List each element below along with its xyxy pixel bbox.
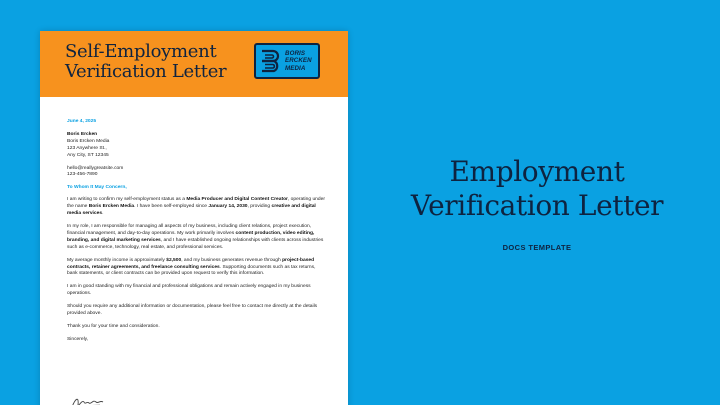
document-body (67, 119, 325, 344)
paragraph-text: I am writing to confirm my self-employment status as a (67, 197, 187, 203)
letter-date: June 4, 2025 (67, 119, 97, 124)
letter-paragraph (67, 304, 325, 318)
paragraph-text: My average monthly income is approximately (67, 257, 167, 263)
company-logo (254, 43, 320, 79)
logo-line3: MEDIA (285, 64, 306, 72)
document-preview (40, 31, 348, 405)
paragraph-text: In my role, I am responsible for managing all aspects of my business, including client relations, project execution, financial management, and day-to-day operations. My work primarily involves (67, 223, 312, 236)
bold-text: January 14, 2030 (208, 204, 248, 210)
bold-text: Boris Ercken Media (88, 204, 135, 210)
document-title (65, 42, 255, 82)
hero-subtitle: DOCS TEMPLATE (502, 243, 572, 252)
letter-paragraphs (67, 197, 325, 331)
paragraph-text: . I have been self-employed since (134, 204, 209, 210)
closing: Sincerely, (67, 336, 89, 342)
letter-paragraph (67, 258, 325, 279)
logo-wordmark (285, 50, 312, 72)
paragraph-text: Thank you for your time and consideration. (67, 323, 160, 329)
letter-paragraph (67, 284, 325, 298)
paragraph-text: . (102, 211, 104, 217)
sender-phone: 123-456-7890 (67, 172, 98, 178)
letter-paragraph (67, 197, 325, 218)
paragraph-text: . Supporting documents such as tax returns, bank statements, or client contracts can be provided upon request to verify this information. (67, 264, 316, 277)
paragraph-text: , and my business generates revenue through (181, 257, 283, 263)
signature-image (70, 393, 118, 405)
bold-text: Media Producer and Digital Content Creator (186, 197, 288, 203)
sender-company: Boris Ercken Media (67, 138, 110, 144)
logo-line1: BORIS (285, 50, 306, 58)
sender-street: 123 Anywhere St., (67, 145, 107, 151)
paragraph-text: Should you require any additional information or documentation, please feel free to contact me directly at the details provided above. (67, 304, 318, 317)
sender-name: Boris Ercken (67, 131, 98, 137)
document-header (40, 31, 348, 97)
bold-text: project-based contracts, retainer agreements, and freelance consulting services (67, 257, 315, 270)
document-title-line1: Self-Employment (65, 41, 217, 62)
logo-b-icon (260, 48, 282, 74)
sender-email: hello@reallygreatsite.com (67, 165, 124, 171)
hero-title-line2: Verification Letter (410, 189, 664, 222)
hero-title (372, 155, 702, 223)
letter-paragraph (67, 224, 325, 252)
bold-text: $2,500 (166, 257, 182, 263)
hero-title-line1: Employment (449, 155, 625, 188)
salutation: To Whom It May Concern, (67, 185, 127, 191)
logo-line2: ERCKEN (285, 57, 312, 65)
sender-contact (67, 166, 325, 180)
bold-text: content production, video editing, branding, and digital marketing services (67, 230, 315, 243)
paragraph-text: , operating under the name (67, 197, 325, 210)
sender-address (67, 132, 325, 160)
paragraph-text: I am in good standing with my financial and professional obligations and remain actively engaged in my business operations. (67, 284, 311, 297)
document-title-line2: Verification Letter (65, 61, 227, 82)
sender-city: Any City, ST 12345 (67, 152, 109, 158)
bold-text: creative and digital media services (67, 204, 316, 217)
letter-paragraph (67, 324, 325, 331)
paragraph-text: , and I have established ongoing relationships with clients across industries such as e-commerce, technology, real estate, and professional services. (67, 237, 324, 250)
paragraph-text: , providing (247, 204, 272, 210)
